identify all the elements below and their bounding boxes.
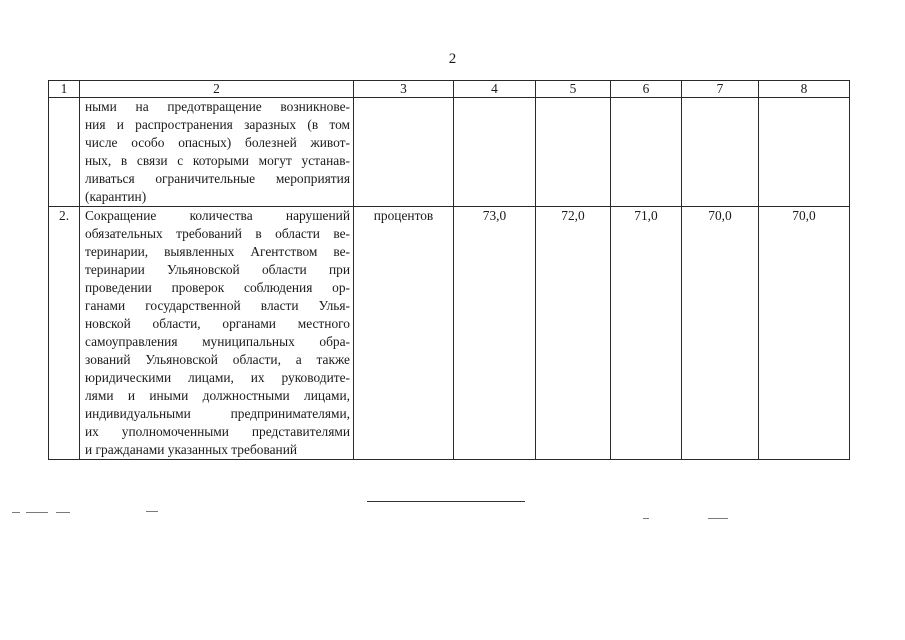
text-line: ными на предотвращение возникнове- — [85, 99, 350, 114]
header-cell: 7 — [682, 81, 759, 98]
text-line: лями и иными должностными лицами, — [85, 388, 350, 403]
value-cell — [682, 98, 759, 207]
value-cell — [536, 98, 611, 207]
table-row — [49, 98, 850, 207]
value-cell — [759, 98, 850, 207]
table-row — [49, 207, 850, 460]
text-line: юридическими лицами, их руководите- — [85, 370, 350, 385]
text-line: новской области, органами местного — [85, 316, 350, 331]
scan-artifact — [56, 512, 70, 513]
unit-cell: процентов — [354, 207, 454, 460]
header-cell: 1 — [49, 81, 80, 98]
value-cell — [454, 98, 536, 207]
scan-artifact — [643, 518, 649, 519]
header-cell: 4 — [454, 81, 536, 98]
text-line: обязательных требований в области ве- — [85, 226, 350, 241]
value-cell: 71,0 — [611, 207, 682, 460]
indicator-description — [80, 98, 354, 207]
text-line: и гражданами указанных требований — [85, 442, 298, 457]
text-line: ния и распространения заразных (в том — [85, 117, 350, 132]
closing-rule — [367, 501, 525, 502]
text-line: проведении проверок соблюдения ор- — [85, 280, 350, 295]
row-number — [49, 98, 80, 207]
header-cell: 3 — [354, 81, 454, 98]
scan-artifact — [146, 511, 158, 512]
unit-cell — [354, 98, 454, 207]
text-line: индивидуальными предпринимателями, — [85, 406, 350, 421]
value-cell: 70,0 — [682, 207, 759, 460]
header-cell: 6 — [611, 81, 682, 98]
scan-artifact — [26, 512, 48, 513]
value-cell: 72,0 — [536, 207, 611, 460]
text-line: Сокращение количества нарушений — [85, 208, 350, 223]
text-line: ливаться ограничительные мероприятия — [85, 171, 350, 186]
value-cell: 73,0 — [454, 207, 536, 460]
text-line: ганами государственной власти Улья- — [85, 298, 350, 313]
text-line: теринарии Ульяновской области при — [85, 262, 350, 277]
text-line: (карантин) — [85, 189, 147, 204]
page-number: 2 — [448, 51, 457, 67]
value-cell: 70,0 — [759, 207, 850, 460]
scan-artifact — [12, 512, 20, 513]
text-line: теринарии, выявленных Агентством ве- — [85, 244, 350, 259]
header-cell: 5 — [536, 81, 611, 98]
table-header-row — [49, 81, 850, 98]
indicator-description — [80, 207, 354, 460]
row-number: 2. — [49, 207, 80, 460]
text-line: ных, в связи с которыми могут устанав- — [85, 153, 350, 168]
scan-artifact — [708, 518, 728, 519]
text-line: их уполномоченными представителями — [85, 424, 350, 439]
text-line: числе особо опасных) болезней живот- — [85, 135, 350, 150]
header-cell: 8 — [759, 81, 850, 98]
header-cell: 2 — [80, 81, 354, 98]
text-line: зований Ульяновской области, а также — [85, 352, 350, 367]
value-cell — [611, 98, 682, 207]
indicators-table — [48, 80, 850, 460]
text-line: самоуправления муниципальных обра- — [85, 334, 350, 349]
